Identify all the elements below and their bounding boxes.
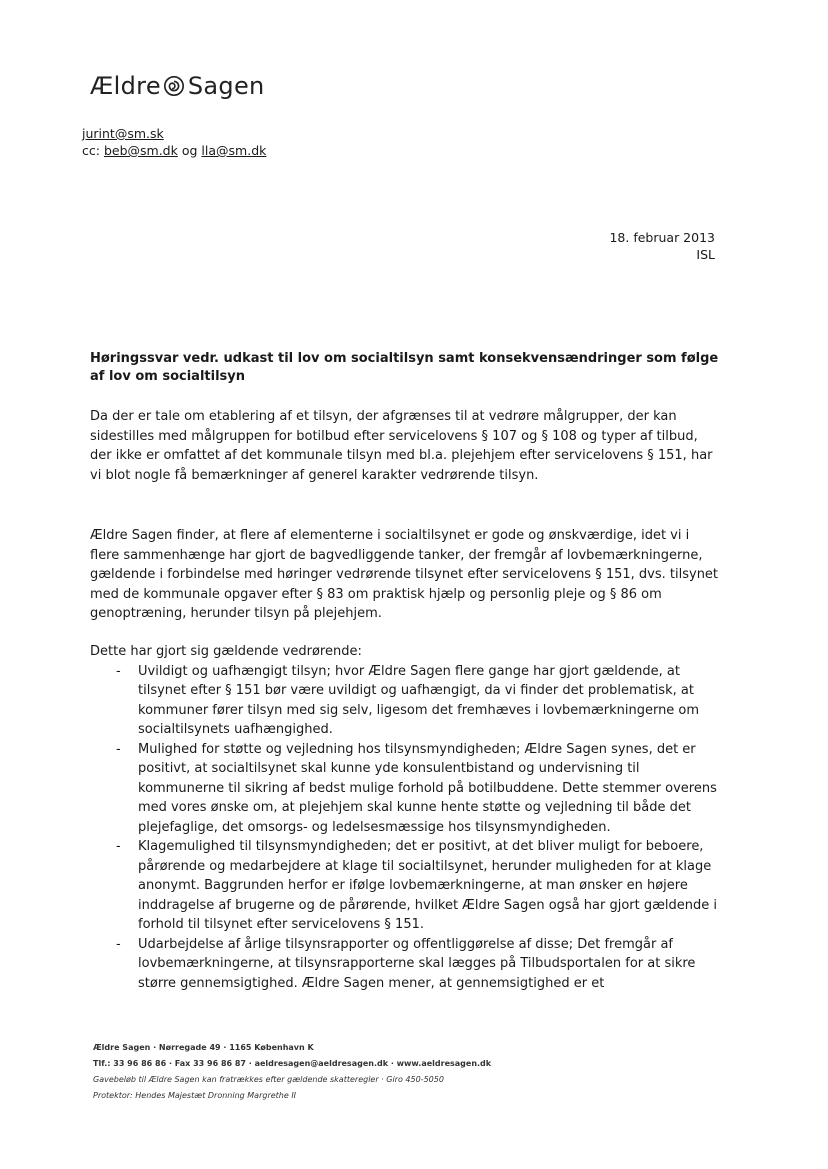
cc-label: cc:	[82, 143, 100, 158]
bullet-marker: -	[116, 936, 121, 952]
list-item	[90, 740, 720, 838]
paragraph-1: Da der er tale om etablering af et tilsyn, der afgrænses til at vedrøre målgrupper, der kan sidestilles med målgruppen for botilbud efter servicelovens § 107 og § 108 og typer af tilbud, der ikke er omfattet af det kommunale tilsyn med bl.a. plejehjem efter servicelovens § 151, har vi blot nogle få bemærkninger af generel karakter vedrørende tilsyn.	[90, 409, 713, 483]
letter-date: 18. februar 2013	[609, 230, 715, 245]
page-footer	[93, 1040, 491, 1104]
date-block	[609, 229, 715, 263]
list-section	[90, 642, 720, 993]
list-item-text: Mulighed for støtte og vejledning hos tilsynsmyndigheden; Ældre Sagen synes, det er positivt, at socialtilsynet skal kunne yde konsulentbistand og undervisning til kommunerne til sikring af bedst mulige forhold på botilbuddene. Dette stemmer overens med vores ønske om, at plejehjem skal kunne hente støtte og vejledning til både det plejefaglige, det omsorgs- og ledelsesmæssige hos tilsynsmyndigheden.	[138, 741, 717, 835]
logo-text-right: Sagen	[187, 72, 265, 100]
list-intro: Dette har gjort sig gældende vedrørende:	[90, 644, 362, 659]
list-item	[90, 837, 720, 935]
cc-joiner: og	[181, 143, 198, 158]
list-item-text: Klagemulighed til tilsynsmyndigheden; det er positivt, at det bliver muligt for beboere, pårørende og medarbejdere at klage til socialtilsynet, herunder muligheden for at klage anonymt. Baggrunden herfor er ifølge lovbemærkningerne, at man ønsker en højere inddragelse af brugerne og de pårørende, hvilket Ældre Sagen også har gjort gældende i forhold til tilsynet efter servicelovens § 151.	[138, 839, 717, 932]
list-item-text: Uvildigt og uafhængigt tilsyn; hvor Ældre Sagen flere gange har gjort gældende, at tilsynet efter § 151 bør være uvildigt og uafhængigt, da vi finder det problematisk, at kommuner fører tilsyn med sig selv, ligesom det fremhæves i lovbemærkningerne om socialtilsynets uafhængighed.	[138, 663, 700, 737]
author-initials: ISL	[696, 247, 715, 262]
list-item	[90, 935, 720, 994]
bullet-list	[90, 662, 720, 994]
footer-contact: Tlf.: 33 96 86 86 · Fax 33 96 86 87 · aeldresagen@aeldresagen.dk · www.aeldresagen.dk	[93, 1059, 492, 1068]
recipients-block	[82, 125, 266, 159]
cc-email-link-1[interactable]: beb@sm.dk	[103, 143, 178, 158]
logo-text-left: Ældre	[90, 72, 161, 100]
aeldre-sagen-logo	[90, 72, 265, 100]
footer-address: Ældre Sagen · Nørregade 49 · 1165 København K	[93, 1043, 314, 1052]
spiral-logo-icon	[163, 75, 185, 97]
bullet-marker: -	[116, 741, 121, 757]
footer-patron: Protektor: Hendes Majestæt Dronning Margrethe II	[93, 1091, 297, 1100]
cc-email-link-2[interactable]: lla@sm.dk	[201, 143, 267, 158]
document-heading: Høringssvar vedr. udkast til lov om socialtilsyn samt konsekvensændringer som følge af lov om socialtilsyn	[90, 351, 719, 384]
bullet-marker: -	[116, 839, 121, 854]
paragraph-2: Ældre Sagen finder, at flere af elementerne i socialtilsynet er gode og ønskværdige, idet vi i flere sammenhænge har gjort de bagvedliggende tanker, der fremgår af lovbemærkningerne, gældende i forbindelse med høringer vedrørende tilsynet efter servicelovens § 151, dvs. tilsynet med de kommunale opgaver efter § 83 om praktisk hjælp og personlig pleje og § 86 om genoptræning, herunder tilsyn på plejehjem.	[90, 528, 719, 621]
bullet-marker: -	[116, 663, 121, 679]
to-email-link[interactable]: jurint@sm.sk	[82, 126, 164, 141]
list-item	[90, 662, 720, 740]
footer-tax-note: Gavebeløb til Ældre Sagen kan fratrækkes efter gældende skatteregler · Giro 450-5050	[93, 1075, 444, 1084]
list-item-text: Udarbejdelse af årlige tilsynsrapporter og offentliggørelse af disse; Det fremgår af lovbemærkningerne, at tilsynsrapporterne skal lægges på Tilbudsportalen for at sikre større gennemsigtighed. Ældre Sagen mener, at gennemsigtighed er et	[138, 936, 696, 991]
